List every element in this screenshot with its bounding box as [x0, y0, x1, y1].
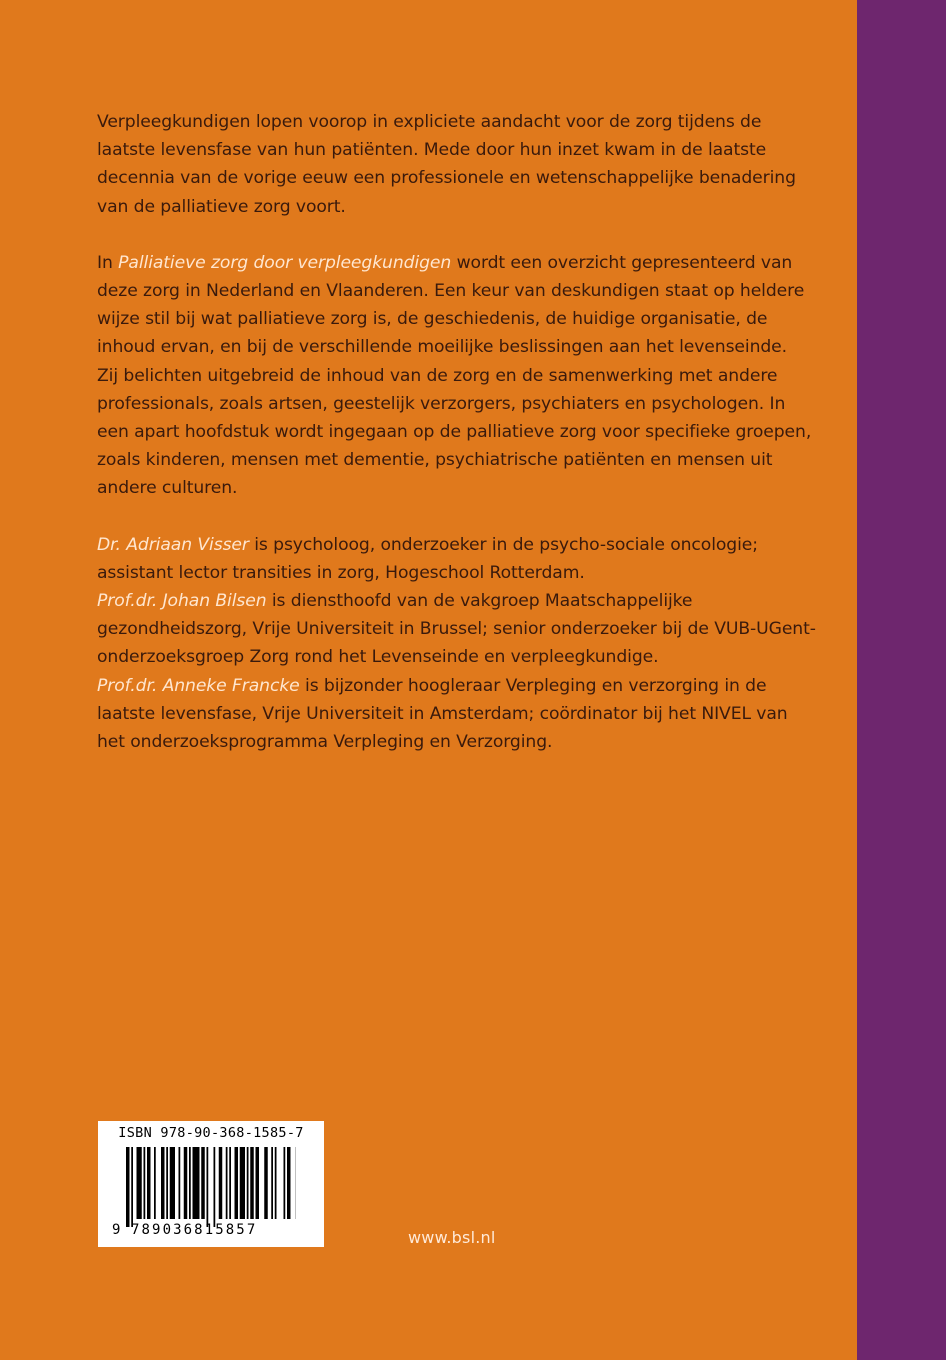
- barcode-bar: [126, 1147, 130, 1227]
- overview-paragraph-2: Zij belichten uitgebreid de inhoud van de zorg en de samenwerking met andere professionals, zoals artsen, geestelijk verzorgers, psychiaters en psychologen. In een apart hoofdstuk wordt ingegaan op de palliatieve zorg voor specifieke groepen, zoals kinderen, mensen met dementie, psychiatrische patiënten en mensen uit andere culturen.: [97, 365, 812, 499]
- barcode-bar: [193, 1147, 200, 1219]
- author-name: Dr. Adriaan Visser: [97, 534, 249, 555]
- barcode-bar: [219, 1147, 223, 1219]
- barcode-bar: [271, 1147, 273, 1219]
- author-description: is diensthoofd van de vakgroep Maatschappelijke gezondheidszorg, Vrije Universiteit in Brussel; senior onderzoeker bij de VUB-UGent-onderzoeksgroep Zorg rond het Levenseinde en verpleegkundige.: [97, 591, 816, 668]
- website-link[interactable]: www.bsl.nl: [408, 1228, 496, 1247]
- barcode-bar: [247, 1147, 249, 1219]
- barcode-bar: [184, 1147, 188, 1219]
- barcode-bar: [147, 1147, 151, 1219]
- barcode-bar: [226, 1147, 228, 1219]
- barcode-bar: [189, 1147, 191, 1219]
- barcode-bar: [275, 1147, 277, 1219]
- author-description: is bijzonder hoogleraar Verpleging en verzorging in de laatste levensfase, Vrije Universiteit in Amsterdam; coördinator bij het NIVEL van het onderzoeksprogramma Verpleging en Verzorging.: [97, 675, 788, 753]
- isbn-barcode: [98, 1121, 324, 1247]
- barcode-bar: [137, 1147, 142, 1219]
- barcode-bar: [240, 1147, 245, 1219]
- barcode-bar: [229, 1147, 231, 1219]
- barcode-bar: [284, 1147, 286, 1219]
- author-name: Prof.dr. Anneke Francke: [97, 675, 300, 696]
- barcode-digit-string: 789036815857: [131, 1222, 258, 1238]
- spine-band: [857, 0, 946, 1360]
- barcode-bars: [126, 1147, 296, 1227]
- author-bio: [97, 672, 817, 757]
- overview-paragraph: [97, 249, 817, 362]
- barcode-bar: [144, 1147, 146, 1219]
- back-cover-text: [97, 108, 817, 756]
- barcode-bar: [250, 1147, 254, 1219]
- barcode-bar: [235, 1147, 239, 1219]
- author-bio: [97, 587, 817, 672]
- barcode-bar: [154, 1147, 156, 1219]
- author-name: Prof.dr. Johan Bilsen: [97, 591, 267, 612]
- barcode-bar: [214, 1147, 216, 1227]
- overview-prefix: In: [97, 252, 119, 273]
- barcode-bar: [166, 1147, 168, 1219]
- barcode-bar: [161, 1147, 165, 1219]
- barcode-bar: [207, 1147, 209, 1227]
- author-bio: [97, 531, 817, 587]
- barcode-bar: [256, 1147, 260, 1219]
- barcode-bar: [264, 1147, 268, 1219]
- author-description: is psycholoog, onderzoeker in de psycho-sociale oncologie; assistant lector transities in zorg, Hogeschool Rotterdam.: [97, 534, 758, 583]
- barcode-bar: [170, 1147, 175, 1219]
- intro-paragraph: Verpleegkundigen lopen voorop in expliciete aandacht voor de zorg tijdens de laatste levensfase van hun patiënten. Mede door hun inzet kwam in de laatste decennia van de vorige eeuw een professionele en wetenschappelijke benadering van de palliatieve zorg voort.: [97, 112, 796, 217]
- book-title: Palliatieve zorg door verpleegkundigen: [118, 252, 452, 273]
- isbn-label: ISBN 978-90-368-1585-7: [118, 1125, 304, 1141]
- barcode-bar: [131, 1147, 133, 1227]
- barcode-bar: [201, 1147, 205, 1219]
- barcode-bar: [287, 1147, 291, 1219]
- barcode-first-digit: 9: [112, 1222, 121, 1238]
- barcode-bar: [179, 1147, 181, 1219]
- overview-text: wordt een overzicht gepresenteerd van deze zorg in Nederland en Vlaanderen. Een keur van deskundigen staat op heldere wijze stil bij wat palliatieve zorg is, de geschiedenis, de huidige organisatie, de inhoud ervan, en bij de verschillende moeilijke beslissingen aan het levenseinde.: [97, 252, 805, 358]
